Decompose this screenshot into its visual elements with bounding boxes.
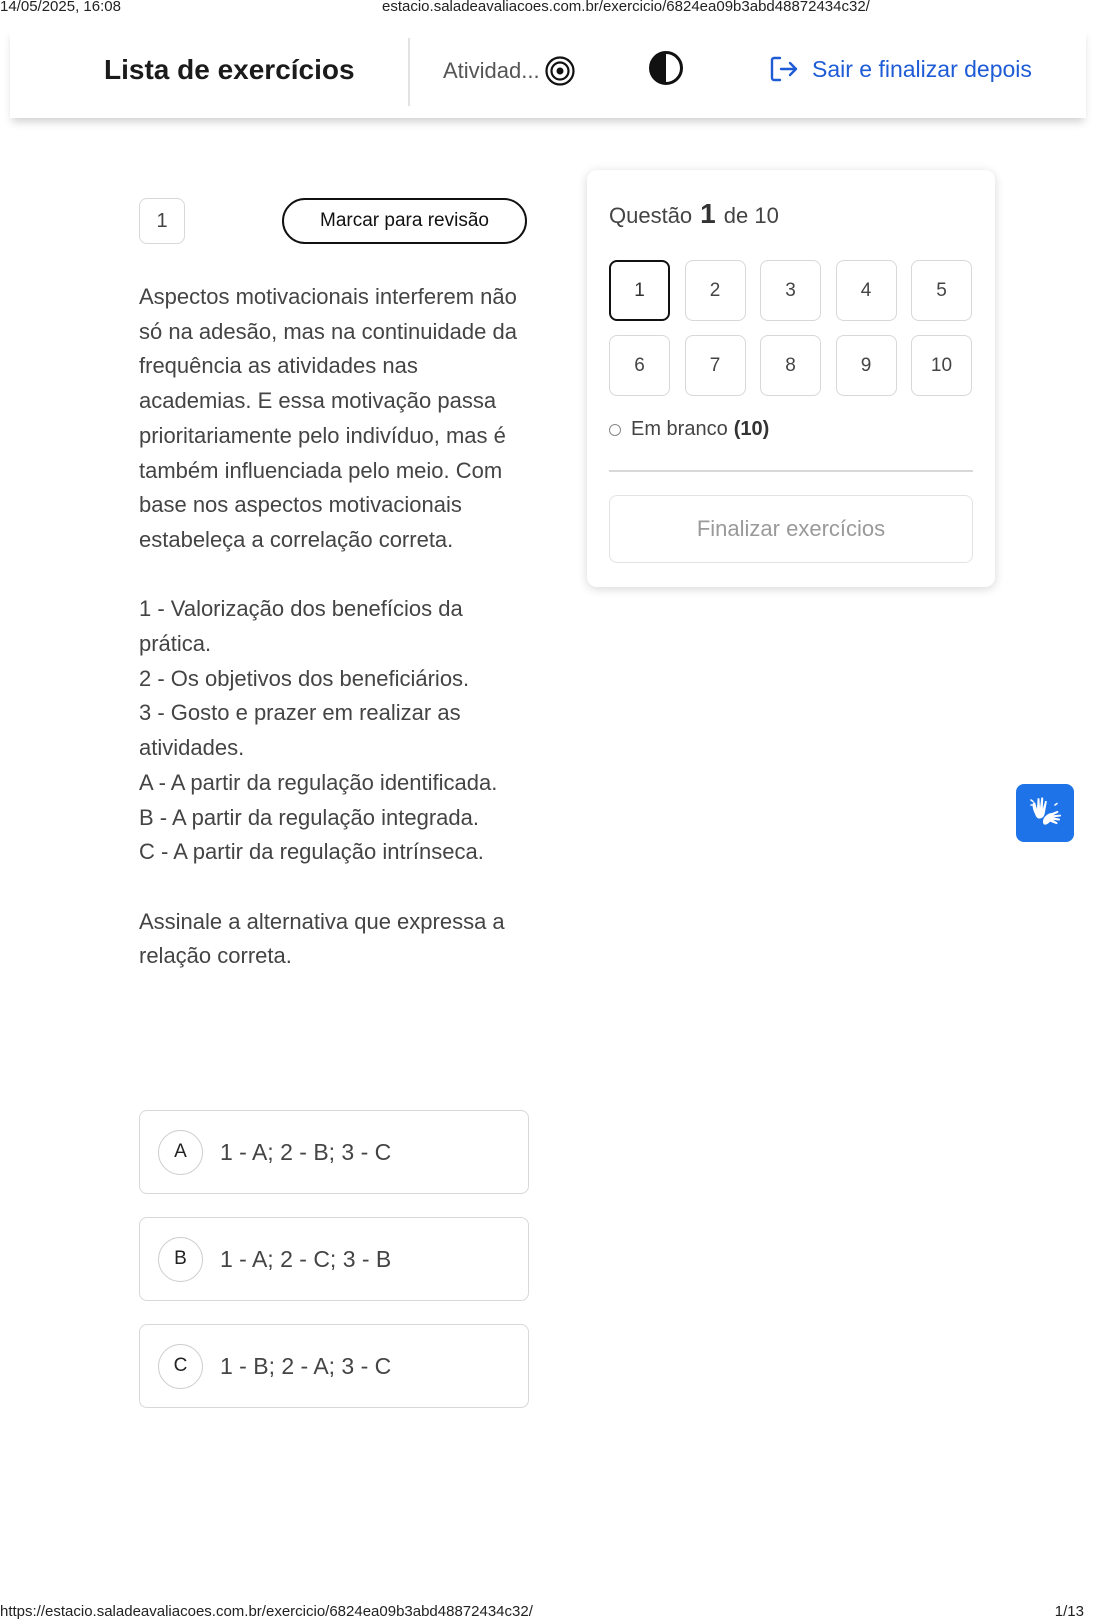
question-button-3[interactable]: 3 bbox=[760, 260, 821, 321]
option-letter: B bbox=[158, 1237, 203, 1282]
question-item: A - A partir da regulação identificada. bbox=[139, 769, 498, 795]
question-item: 2 - Os objetivos dos beneficiários. bbox=[139, 665, 470, 691]
question-statement: Aspectos motivacionais interferem não só na adesão, mas na continuidade da frequência as atividades nas academias. E essa motivação passa prioritariamente pelo indivíduo, mas é também influenciada pelo meio. Com base nos aspectos motivacionais estabeleça a correlação correta. bbox=[139, 284, 517, 552]
question-item: B - A partir da regulação integrada. bbox=[139, 804, 479, 830]
question-item: 3 - Gosto e prazer em realizar as atividades. bbox=[139, 700, 461, 761]
counter-prefix: Questão bbox=[609, 203, 693, 228]
option-text: 1 - A; 2 - B; 3 - C bbox=[220, 1138, 392, 1165]
top-bar bbox=[10, 28, 1086, 118]
option-letter: A bbox=[158, 1130, 203, 1175]
question-number: 1 bbox=[139, 198, 185, 244]
question-counter bbox=[609, 198, 779, 230]
option-letter: C bbox=[158, 1344, 203, 1389]
finish-button[interactable]: Finalizar exercícios bbox=[609, 495, 973, 563]
sign-language-icon bbox=[1026, 794, 1064, 832]
activity-label: Atividad... bbox=[443, 58, 540, 83]
exit-icon bbox=[768, 53, 800, 85]
question-button-6[interactable]: 6 bbox=[609, 335, 670, 396]
print-header-url: estacio.saladeavaliacoes.com.br/exercicio/6824ea09b3abd48872434c32/ bbox=[382, 0, 870, 15]
print-footer bbox=[0, 1603, 1094, 1623]
question-button-8[interactable]: 8 bbox=[760, 335, 821, 396]
print-page-number: 1/13 bbox=[1054, 1603, 1084, 1620]
counter-current: 1 bbox=[700, 198, 716, 229]
question-button-2[interactable]: 2 bbox=[685, 260, 746, 321]
question-button-4[interactable]: 4 bbox=[836, 260, 897, 321]
exit-link[interactable] bbox=[768, 53, 1032, 85]
legend-count: (10) bbox=[733, 418, 770, 440]
question-grid bbox=[609, 260, 973, 396]
activity-selector[interactable] bbox=[443, 55, 576, 87]
panel-divider bbox=[609, 470, 973, 472]
legend-label: Em branco bbox=[631, 418, 728, 440]
question-item: C - A partir da regulação intrínseca. bbox=[139, 839, 484, 865]
mark-review-button[interactable]: Marcar para revisão bbox=[282, 198, 527, 244]
question-button-10[interactable]: 10 bbox=[911, 335, 972, 396]
page-title: Lista de exercícios bbox=[104, 54, 355, 85]
exit-label: Sair e finalizar depois bbox=[812, 55, 1032, 82]
question-item: 1 - Valorização dos benefícios da prática. bbox=[139, 596, 463, 657]
print-footer-url: https://estacio.saladeavaliacoes.com.br/exercicio/6824ea09b3abd48872434c32/ bbox=[0, 1603, 533, 1620]
question-button-5[interactable]: 5 bbox=[911, 260, 972, 321]
option-text: 1 - A; 2 - C; 3 - B bbox=[220, 1245, 392, 1272]
print-header bbox=[0, 0, 1094, 16]
empty-circle-icon bbox=[609, 424, 621, 436]
question-button-7[interactable]: 7 bbox=[685, 335, 746, 396]
question-navigator bbox=[587, 170, 995, 587]
option-c[interactable] bbox=[139, 1324, 529, 1408]
header-divider bbox=[408, 38, 410, 106]
option-b[interactable] bbox=[139, 1217, 529, 1301]
blank-legend bbox=[609, 418, 769, 441]
option-text: 1 - B; 2 - A; 3 - C bbox=[220, 1352, 392, 1379]
target-icon bbox=[544, 55, 576, 87]
question-prompt: Assinale a alternativa que expressa a relação correta. bbox=[139, 908, 505, 969]
question-button-1[interactable]: 1 bbox=[609, 260, 670, 321]
question-text bbox=[139, 280, 529, 974]
option-a[interactable] bbox=[139, 1110, 529, 1194]
sign-language-button[interactable] bbox=[1016, 784, 1074, 842]
print-date: 14/05/2025, 16:08 bbox=[0, 0, 121, 15]
question-button-9[interactable]: 9 bbox=[836, 335, 897, 396]
contrast-icon[interactable] bbox=[648, 50, 684, 86]
counter-suffix: de 10 bbox=[723, 203, 779, 228]
